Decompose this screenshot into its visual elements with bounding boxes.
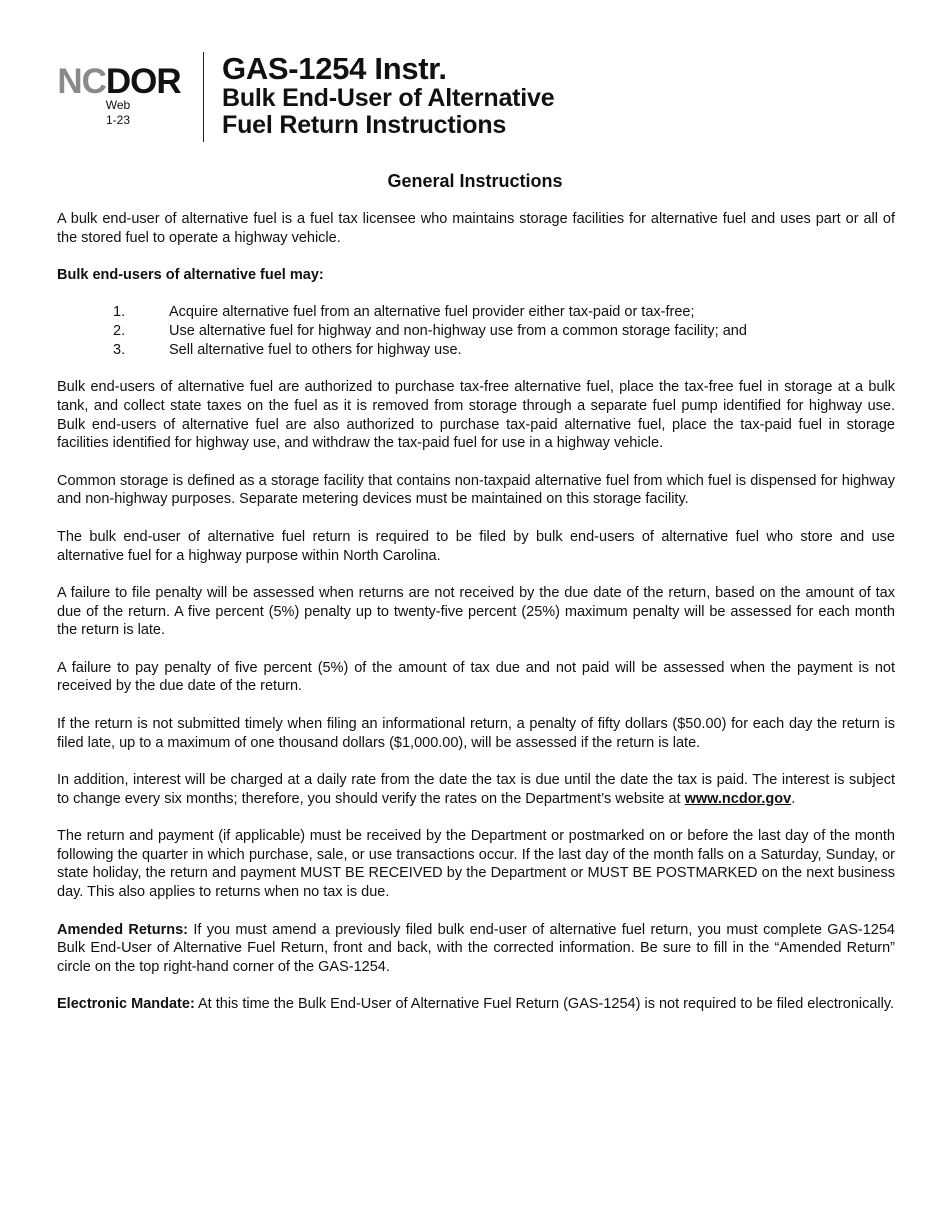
may-heading: Bulk end-users of alternative fuel may: (57, 267, 324, 284)
section-heading: General Instructions (387, 171, 563, 191)
required-paragraph: The bulk end-user of alternative fuel return is required to be filed by bulk end-users of alternative fuel who store and use alternative fuel for a highway purpose within North Carolina. (57, 528, 895, 564)
list-item: 2. Use alternative fuel for highway and non-highway use from a common storage facility; and (113, 323, 747, 340)
ncdor-logo (56, 64, 182, 100)
interest-paragraph: In addition, interest will be charged at a daily rate from the date the tax is due until the date the tax is paid. The interest is subject to change every six months; therefore, you should verify the rates on the Department’s website at www.ncdor.gov. (57, 771, 895, 807)
common-storage-paragraph: Common storage is defined as a storage facility that contains non-taxpaid alternative fuel from which fuel is dispensed for highway and non-highway purposes. Separate metering devices must be maintained on this storage facility. (57, 472, 895, 508)
failure-to-pay-paragraph: A failure to pay penalty of five percent (5%) of the amount of tax due and not paid will be assessed when the payment is not received by the due date of the return. (57, 659, 895, 695)
list-item: 3. Sell alternative fuel to others for highway use. (113, 341, 462, 358)
form-subtitle: Bulk End-User of Alternative Fuel Return Instructions (222, 84, 555, 139)
permissions-list (57, 303, 895, 359)
header-divider (203, 52, 204, 142)
authorized-paragraph: Bulk end-users of alternative fuel are authorized to purchase tax-free alternative fuel, place the tax-free fuel in storage at a bulk tank, and collect state taxes on the fuel as it is removed from storage through a separate fuel pump identified for highway use. Bulk end-users of alternative fuel are also authorized to purchase tax-paid alternative fuel, place the tax-paid fuel in storage facilities identified for highway use, and withdraw the tax-paid fuel for use in a highway vehicle. (57, 379, 895, 452)
form-title: GAS-1254 Instr. (222, 51, 447, 86)
ncdor-website-link[interactable]: www.ncdor.gov (684, 790, 792, 807)
amended-returns-paragraph: Amended Returns: If you must amend a previously filed bulk end-user of alternative fuel return, you must complete GAS-1254 Bulk End-User of Alternative Fuel Return, front and back, with the corrected information. Be sure to fill in the “Amended Return” circle on the top right-hand corner of the GAS-1254. (57, 921, 895, 975)
list-item: 1. Acquire alternative fuel from an alternative fuel provider either tax-paid or tax-free; (113, 304, 695, 321)
failure-to-file-paragraph: A failure to file penalty will be assessed when returns are not received by the due date of the return, based on the amount of tax due of the return. A five percent (5%) penalty up to twenty-five percent (25%) maximum penalty will be assessed for each month the return is late. (57, 584, 895, 639)
informational-return-paragraph: If the return is not submitted timely when filing an informational return, a penalty of fifty dollars ($50.00) for each day the return is filed late, up to a maximum of one thousand dollars ($1,000.00), will be assessed if the return is late. (57, 715, 895, 751)
logo-wordmark: NCDOR (57, 62, 181, 101)
edition-label: Web 1-23 (105, 98, 131, 127)
due-date-paragraph: The return and payment (if applicable) must be received by the Department or postmarked on or before the last day of the month following the quarter in which purchase, sale, or use transactions occur. If the last day of the month falls on a Saturday, Sunday, or state holiday, the return and payment MUST BE RECEIVED by the Department or MUST BE POSTMARKED on the next business day. This also applies to returns when no tax is due. (57, 828, 895, 901)
instructions-body (57, 210, 895, 1033)
intro-paragraph: A bulk end-user of alternative fuel is a fuel tax licensee who maintains storage facilities for alternative fuel and uses part or all of the stored fuel to operate a highway vehicle. (57, 211, 895, 246)
electronic-mandate-paragraph: Electronic Mandate: At this time the Bulk End-User of Alternative Fuel Return (GAS-1254) is not required to be filed electronically. (57, 996, 895, 1013)
